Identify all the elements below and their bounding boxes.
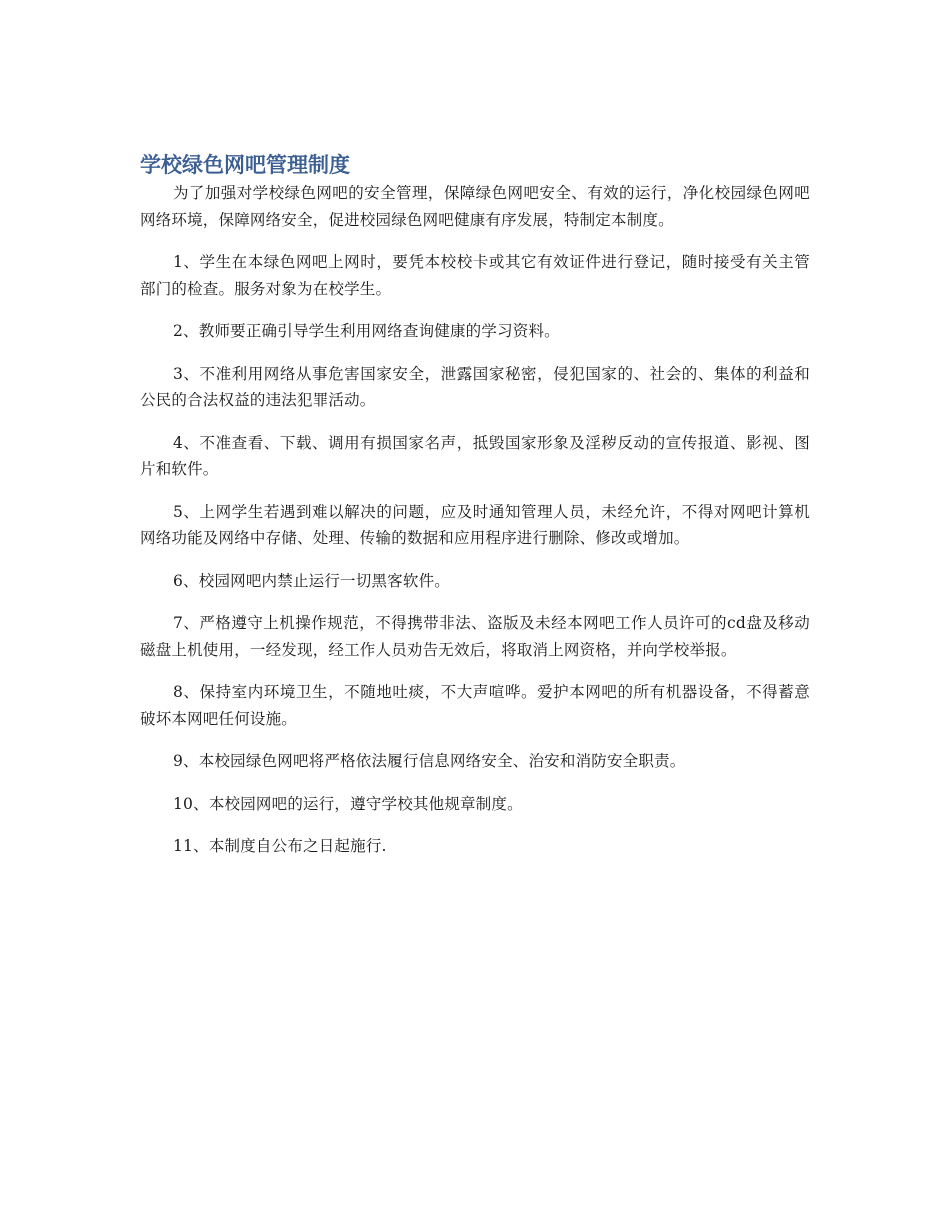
rule-item-3: 3、不准利用网络从事危害国家安全，泄露国家秘密，侵犯国家的、社会的、集体的利益和公民的合法权益的违法犯罪活动。 bbox=[140, 364, 810, 409]
rule-item-9: 9、本校园绿色网吧将严格依法履行信息网络安全、治安和消防安全职责。 bbox=[173, 752, 686, 770]
document-body bbox=[140, 150, 810, 860]
rule-item-5: 5、上网学生若遇到难以解决的问题，应及时通知管理人员，未经允许，不得对网吧计算机网络功能及网络中存储、处理、传输的数据和应用程序进行删除、修改或增加。 bbox=[140, 502, 810, 547]
rule-item-8: 8、保持室内环境卫生，不随地吐痰，不大声喧哗。爱护本网吧的所有机器设备，不得蓄意破坏本网吧任何设施。 bbox=[140, 683, 810, 728]
rule-item-2: 2、教师要正确引导学生利用网络查询健康的学习资料。 bbox=[173, 322, 560, 340]
rule-item-10: 10、本校园网吧的运行，遵守学校其他规章制度。 bbox=[173, 794, 523, 813]
rule-item-7: 7、严格遵守上机操作规范，不得携带非法、盗版及未经本网吧工作人员许可的cd盘及移动磁盘上机使用，一经发现，经工作人员劝告无效后，将取消上网资格，并向学校举报。 bbox=[140, 614, 810, 659]
rule-item-6: 6、校园网吧内禁止运行一切黑客软件。 bbox=[173, 571, 450, 590]
intro-paragraph: 为了加强对学校绿色网吧的安全管理，保障绿色网吧安全、有效的运行，净化校园绿色网吧网络环境，保障网络安全，促进校园绿色网吧健康有序发展，特制定本制度。 bbox=[140, 184, 810, 229]
document-title: 学校绿色网吧管理制度 bbox=[140, 153, 350, 177]
rule-item-4: 4、不准查看、下载、调用有损国家名声，抵毁国家形象及淫秽反动的宣传报道、影视、图片和软件。 bbox=[140, 433, 810, 478]
rule-item-1: 1、学生在本绿色网吧上网时，要凭本校校卡或其它有效证件进行登记，随时接受有关主管部门的检查。服务对象为在校学生。 bbox=[140, 253, 810, 298]
rule-item-11: 11、本制度自公布之日起施行. bbox=[173, 837, 387, 855]
